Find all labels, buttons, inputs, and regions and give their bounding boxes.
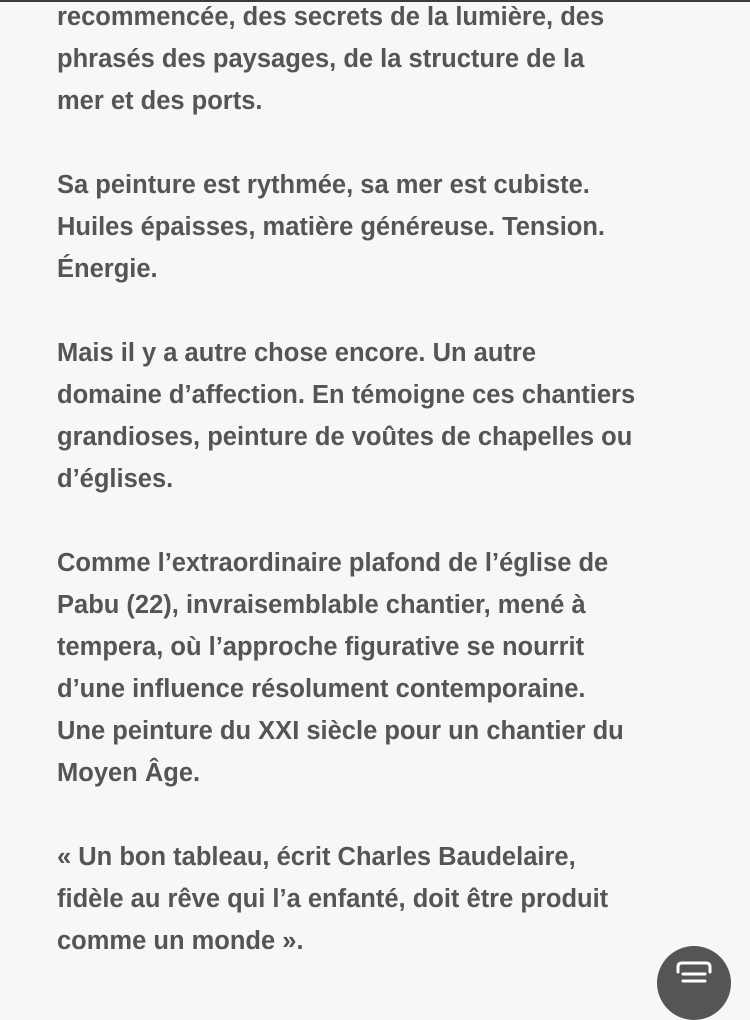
article-quote-paragraph [57, 836, 707, 962]
text-line: Moyen Âge. [57, 759, 201, 787]
text-line: Une peinture du XXI siècle pour un chantier du [57, 717, 624, 745]
text-line: Huiles épaisses, matière généreuse. Tension. [57, 213, 606, 241]
article-paragraph [57, 164, 707, 290]
text-line: tempera, où l’approche figurative se nourrit [57, 633, 585, 661]
article-paragraph [57, 0, 707, 122]
text-line: comme un monde ». [57, 927, 304, 955]
text-line: Pabu (22), invraisemblable chantier, mené à [57, 591, 586, 619]
text-line: domaine d’affection. En témoigne ces chantiers [57, 381, 636, 409]
reader-mode-icon [674, 960, 714, 1000]
reader-mode-button[interactable] [657, 946, 731, 1020]
text-line: phrasés des paysages, de la structure de la [57, 45, 585, 73]
text-line: d’églises. [57, 465, 174, 493]
text-line: grandioses, peinture de voûtes de chapelles ou [57, 423, 633, 451]
text-line: « Un bon tableau, écrit Charles Baudelaire, [57, 843, 576, 871]
text-line: d’une influence résolument contemporaine. [57, 675, 586, 703]
text-line: Sa peinture est rythmée, sa mer est cubiste. [57, 171, 590, 199]
text-line: recommencée, des secrets de la lumière, des [57, 3, 605, 31]
article-body [57, 0, 707, 1004]
text-line: Énergie. [57, 255, 158, 283]
article-paragraph [57, 542, 707, 794]
text-line: Comme l’extraordinaire plafond de l’église de [57, 549, 609, 577]
text-line: fidèle au rêve qui l’a enfanté, doit être produit [57, 885, 609, 913]
article-paragraph [57, 332, 707, 500]
text-line: Mais il y a autre chose encore. Un autre [57, 339, 537, 367]
text-line: mer et des ports. [57, 87, 263, 115]
